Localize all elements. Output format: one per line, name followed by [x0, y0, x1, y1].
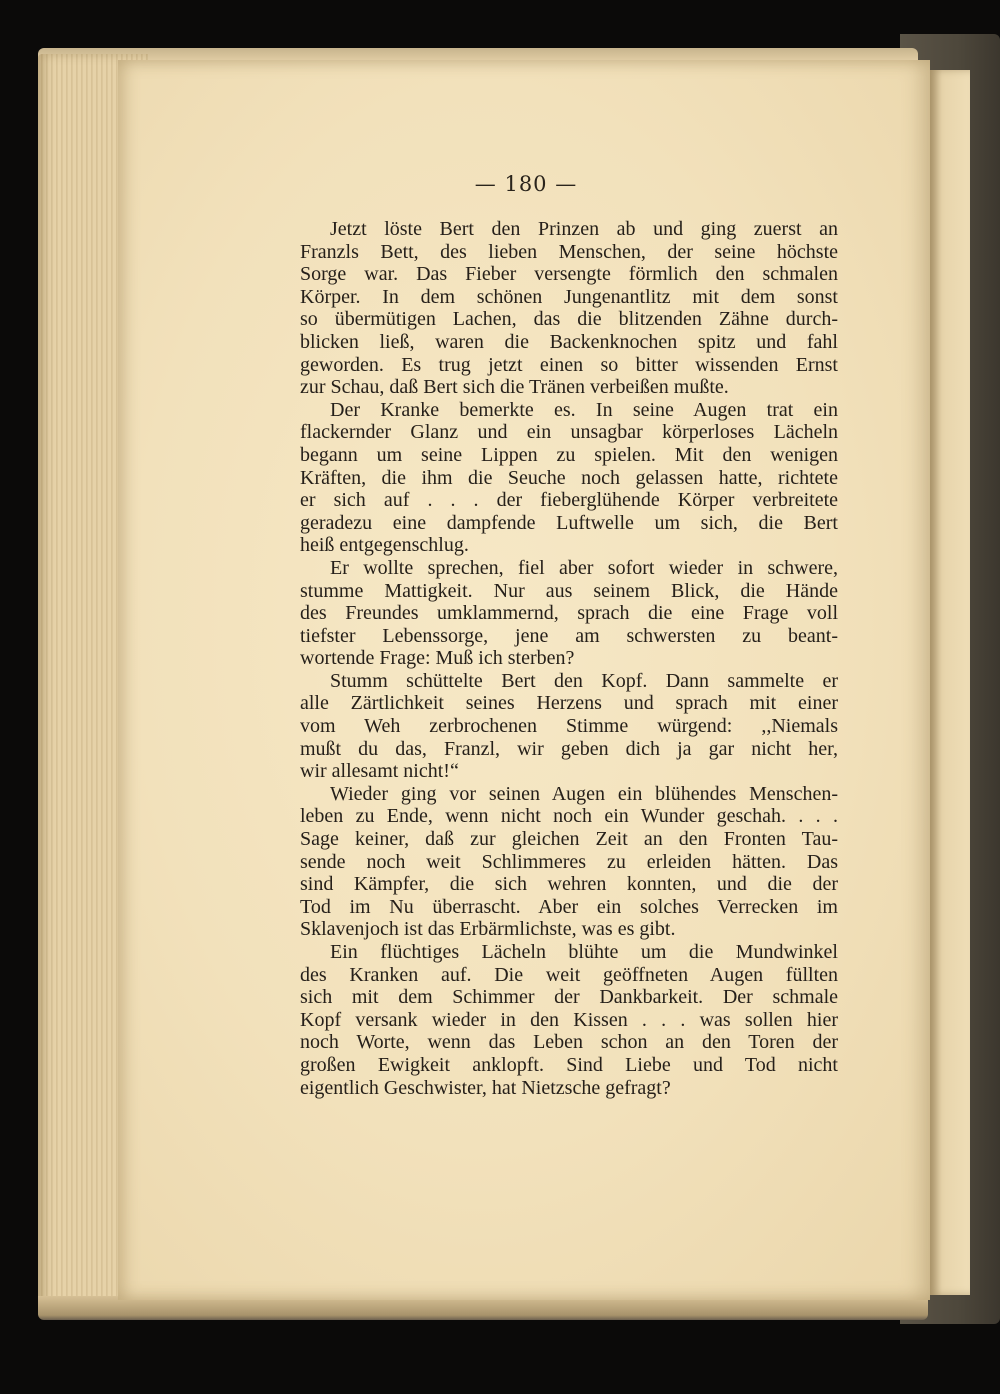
text-line: heiß entgegenschlug.: [300, 534, 469, 557]
text-line: begann um seine Lippen zu spielen. Mit den wenigen: [300, 443, 838, 466]
text-line: Sklavenjoch ist das Erbärmlichste, was es gibt.: [300, 918, 676, 941]
text-line: eigentlich Geschwister, hat Nietzsche gefragt?: [300, 1076, 671, 1099]
text-line: tiefster Lebenssorge, jene am schwersten zu beant-: [300, 624, 838, 647]
text-line: er sich auf . . . der fieberglühende Körper verbreitete: [300, 489, 838, 512]
text-line: des Kranken auf. Die weit geöffneten Augen füllten: [300, 963, 838, 986]
text-line: Ein flüchtiges Lächeln blühte um die Mundwinkel: [330, 941, 838, 963]
text-line: stumme Mattigkeit. Nur aus seinem Blick, die Hände: [300, 579, 838, 602]
text-line: wortende Frage: Muß ich sterben?: [300, 647, 575, 670]
text-line: Jetzt löste Bert den Prinzen ab und ging zuerst an: [330, 218, 838, 240]
text-line: mußt du das, Franzl, wir geben dich ja gar nicht her,: [300, 737, 838, 760]
text-line: Er wollte sprechen, fiel aber sofort wieder in schwere,: [330, 556, 838, 579]
page-text: [300, 218, 838, 1099]
text-line: wir allesamt nicht!“: [300, 760, 459, 783]
text-line: Sorge war. Das Fieber versengte förmlich den schmalen: [300, 263, 838, 286]
text-line: sende noch weit Schlimmeres zu erleiden hätten. Das: [300, 850, 838, 873]
text-line: alle Zärtlichkeit seines Herzens und sprach mit einer: [300, 692, 838, 715]
text-line: so übermütigen Lachen, das die blitzenden Zähne durch-: [300, 308, 838, 331]
text-line: Kräften, die ihm die Seuche noch gelassen hatte, richtete: [300, 466, 838, 489]
text-line: blicken ließ, waren die Backenknochen spitz und fahl: [300, 330, 838, 353]
text-line: noch Worte, wenn das Leben schon an den Toren der: [300, 1031, 838, 1054]
text-line: flackernder Glanz und ein unsagbar körperloses Lächeln: [300, 421, 838, 444]
text-line: Stumm schüttelte Bert den Kopf. Dann sammelte er: [330, 669, 838, 692]
next-page-sliver: [930, 70, 970, 1295]
text-line: vom Weh zerbrochenen Stimme würgend: ,,Niemals: [300, 715, 838, 738]
text-line: geworden. Es trug jetzt einen so bitter wissenden Ernst: [300, 353, 838, 376]
text-line: Kopf versank wieder in den Kissen . . . was sollen hier: [300, 1008, 838, 1031]
text-line: Körper. In dem schönen Jungenantlitz mit dem sonst: [300, 285, 838, 308]
text-line: Tod im Nu überrascht. Aber ein solches Verrecken im: [300, 895, 838, 918]
text-line: Sage keiner, daß zur gleichen Zeit an den Fronten Tau-: [300, 828, 838, 851]
text-line: Der Kranke bemerkte es. In seine Augen trat ein: [330, 398, 838, 421]
text-line: Wieder ging vor seinen Augen ein blühendes Menschen-: [330, 782, 838, 805]
text-line: sich mit dem Schimmer der Dankbarkeit. Der schmale: [300, 986, 838, 1009]
text-line: zur Schau, daß Bert sich die Tränen verbeißen mußte.: [300, 376, 729, 399]
text-line: großen Ewigkeit anklopft. Sind Liebe und Tod nicht: [300, 1053, 838, 1076]
text-line: leben zu Ende, wenn nicht noch ein Wunder geschah. . . .: [300, 805, 838, 828]
page-number: — 180 —: [474, 172, 578, 196]
text-line: sind Kämpfer, die sich wehren konnten, und die der: [300, 873, 838, 896]
text-line: geradezu eine dampfende Luftwelle um sich, die Bert: [300, 511, 838, 534]
text-line: Franzls Bett, des lieben Menschen, der seine höchste: [300, 240, 838, 263]
text-line: des Freundes umklammernd, sprach die eine Frage voll: [300, 602, 838, 625]
